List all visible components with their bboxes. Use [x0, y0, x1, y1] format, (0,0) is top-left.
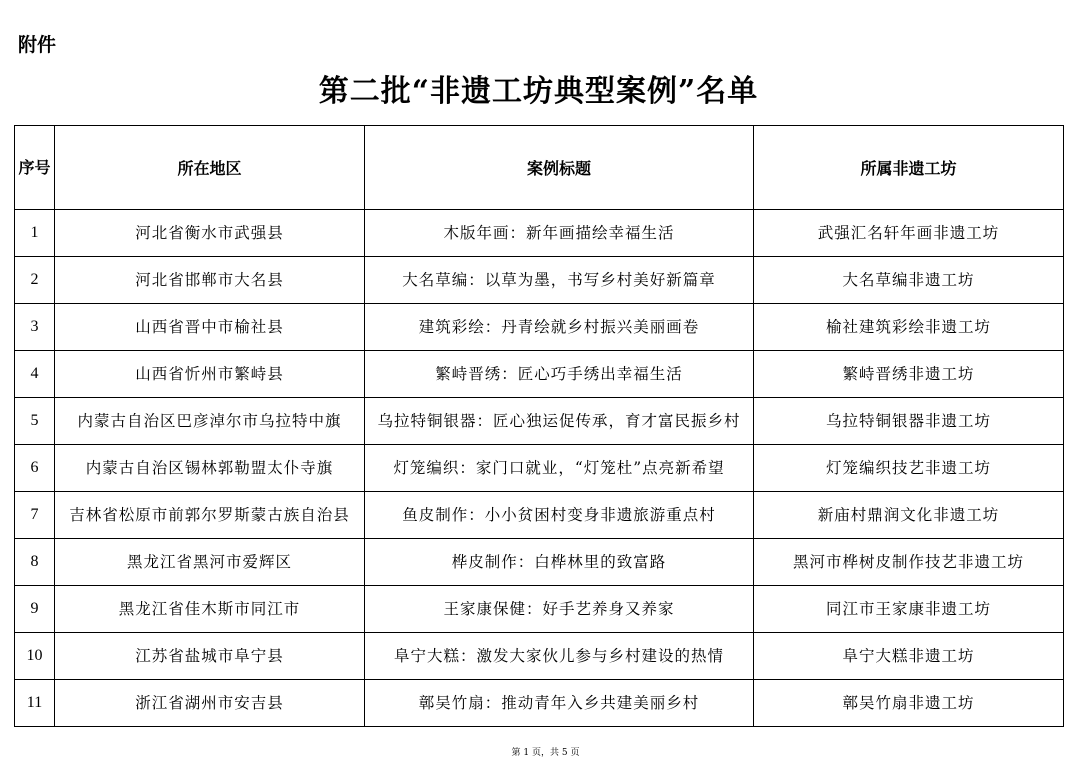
- table-row: [15, 492, 1064, 539]
- table-row: [15, 304, 1064, 351]
- row-case-title: 阜宁大糕：激发大家伙儿参与乡村建设的热情: [365, 633, 754, 680]
- table-row: [15, 210, 1064, 257]
- header-region: 所在地区: [55, 126, 365, 210]
- row-workshop: 繁峙晋绣非遗工坊: [754, 351, 1064, 398]
- table-row: [15, 445, 1064, 492]
- row-index: 9: [15, 586, 55, 633]
- row-index: 4: [15, 351, 55, 398]
- case-list-table: [14, 125, 1064, 727]
- row-workshop: 大名草编非遗工坊: [754, 257, 1064, 304]
- row-workshop: 同江市王家康非遗工坊: [754, 586, 1064, 633]
- row-case-title: 鱼皮制作：小小贫困村变身非遗旅游重点村: [365, 492, 754, 539]
- page-title: 第二批“非遗工坊典型案例”名单: [318, 74, 759, 109]
- row-case-title: 木版年画：新年画描绘幸福生活: [365, 210, 754, 257]
- row-workshop: 榆社建筑彩绘非遗工坊: [754, 304, 1064, 351]
- row-index: 11: [15, 680, 55, 727]
- row-workshop: 鄣吴竹扇非遗工坊: [754, 680, 1064, 727]
- header-case-title: 案例标题: [365, 126, 754, 210]
- row-workshop: 灯笼编织技艺非遗工坊: [754, 445, 1064, 492]
- table-row: [15, 633, 1064, 680]
- row-workshop: 黑河市桦树皮制作技艺非遗工坊: [754, 539, 1064, 586]
- row-case-title: 建筑彩绘：丹青绘就乡村振兴美丽画卷: [365, 304, 754, 351]
- row-workshop: 新庙村鼎润文化非遗工坊: [754, 492, 1064, 539]
- row-workshop: 武强汇名轩年画非遗工坊: [754, 210, 1064, 257]
- attachment-label: 附件: [18, 34, 57, 56]
- row-region: 浙江省湖州市安吉县: [55, 680, 365, 727]
- row-case-title: 乌拉特铜银器：匠心独运促传承，育才富民振乡村: [365, 398, 754, 445]
- row-index: 3: [15, 304, 55, 351]
- row-region: 黑龙江省佳木斯市同江市: [55, 586, 365, 633]
- row-index: 2: [15, 257, 55, 304]
- header-index: 序号: [15, 126, 55, 210]
- table-row: [15, 351, 1064, 398]
- table-row: [15, 586, 1064, 633]
- row-index: 1: [15, 210, 55, 257]
- row-workshop: 乌拉特铜银器非遗工坊: [754, 398, 1064, 445]
- row-index: 8: [15, 539, 55, 586]
- row-region: 吉林省松原市前郭尔罗斯蒙古族自治县: [55, 492, 365, 539]
- row-index: 6: [15, 445, 55, 492]
- row-index: 10: [15, 633, 55, 680]
- row-case-title: 灯笼编织：家门口就业，“灯笼杜”点亮新希望: [365, 445, 754, 492]
- row-index: 5: [15, 398, 55, 445]
- row-region: 河北省邯郸市大名县: [55, 257, 365, 304]
- row-region: 江苏省盐城市阜宁县: [55, 633, 365, 680]
- page-footer: 第 1 页，共 5 页: [511, 748, 580, 758]
- row-case-title: 桦皮制作：白桦林里的致富路: [365, 539, 754, 586]
- table-row: [15, 680, 1064, 727]
- header-workshop: 所属非遗工坊: [754, 126, 1064, 210]
- row-case-title: 大名草编：以草为墨，书写乡村美好新篇章: [365, 257, 754, 304]
- row-case-title: 王家康保健：好手艺养身又养家: [365, 586, 754, 633]
- row-region: 内蒙古自治区锡林郭勒盟太仆寺旗: [55, 445, 365, 492]
- row-case-title: 繁峙晋绣：匠心巧手绣出幸福生活: [365, 351, 754, 398]
- row-region: 山西省晋中市榆社县: [55, 304, 365, 351]
- row-index: 7: [15, 492, 55, 539]
- row-case-title: 鄣吴竹扇：推动青年入乡共建美丽乡村: [365, 680, 754, 727]
- row-region: 内蒙古自治区巴彦淖尔市乌拉特中旗: [55, 398, 365, 445]
- table-row: [15, 257, 1064, 304]
- table-row: [15, 539, 1064, 586]
- row-workshop: 阜宁大糕非遗工坊: [754, 633, 1064, 680]
- table-row: [15, 398, 1064, 445]
- row-region: 黑龙江省黑河市爱辉区: [55, 539, 365, 586]
- table-header-row: [15, 126, 1064, 210]
- row-region: 山西省忻州市繁峙县: [55, 351, 365, 398]
- row-region: 河北省衡水市武强县: [55, 210, 365, 257]
